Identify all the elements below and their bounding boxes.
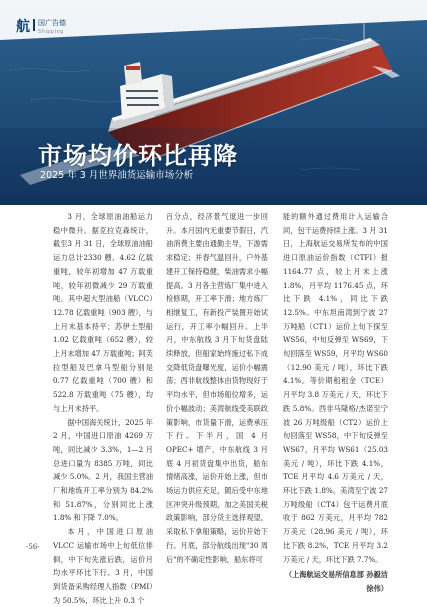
section-title: 航 xyxy=(16,19,30,35)
paragraph: 3 月，全球原油油船运力稳中微升。据克拉克森统计，截至3 月 31 日，全球原油油船运力总计2330 艘、4.62 亿载重吨，较年初增加 47 万载重吨，较年初微减少 29 万载重吨。其中超大型油船（VLCC）12.78 亿载重吨（903 艘），与上月末基本持平；苏伊士型船1.02 亿载重吨（652 艘），较上月末增加 47 万载重吨；阿芙拉型船及巴拿马型船分别是 0.77 亿载重吨（700 艘）和 522.8 万载重吨（75 艘），均与上月末持平。 xyxy=(53,212,153,413)
author-credit: （上海航运交易所信息部 孙毅洁 徐伟） xyxy=(284,570,388,593)
text-column-2 xyxy=(166,210,268,566)
header-divider xyxy=(33,19,35,31)
text-column-3 xyxy=(283,210,388,596)
section-english: Shipping xyxy=(38,29,64,35)
article-title: 市场均价环比再降 xyxy=(38,142,238,170)
article-subtitle: 2025 年 3 月世界油货运输市场分析 xyxy=(40,170,194,181)
page-number: -56- xyxy=(26,543,40,551)
section-subtitle: 国广告德 xyxy=(38,19,66,27)
paragraph: 百分点，经济景气度进一步回升。本月国内无重要节假日，汽油消费主要由通勤主导，下游需求稳定；并春气温回升，户外基建开工保持稳健，柴油需求小幅提高。3 月各主营炼厂集中进入检修期，开工率下滑；地方炼厂相继复工，有新投产装置开始试运行，开工率小幅回升。上半月，中东航线 3 月下旬货盘陆续释放，但船家始终施过私下成交降低货盘曝光度，运价小幅震荡；西非航线整体由货物现好于平均水平，但市场船位增多，运价小幅波动；美湾航线受美联政策影响，市货量下滑，运费承压下行。下半月，国 4 月 OPEC+ 增产，中东航线 3 月底 4 月初货盘集中出货，船东情绪高涨，运价开始上涨，但市场运力供应充足，随后受中东地区冲突升级预期，加之美国关税政策影响，部分货主选择观望，采取私下拿船策略，运价开始下行。月底，部分航线出现"30 周后"的不确定性影响，船东将可 xyxy=(166,212,268,564)
paragraph: 据中国海关统计，2025 年 2 月，中国进口原油 4269 万吨，同比减少 3.3%，1—2 月总进口量为 8385 万吨，同比减少 5.0%。2 月，我国主营油厂和地炼开工率分别为 84.2% 和 51.87%，分别同比上涨 1.8% 和下降 7.0%。 xyxy=(53,417,153,523)
text-column-1 xyxy=(53,210,153,607)
paragraph: 能的额外通过费用计入运输合同，包干运费持续上涨。3 月 31 日，上海航运交易所发布的中国进口原油运价指数（CTFI）报 1164.77 点，较上月末上涨 1.8%，月平均 1176.45 点，环比下跌 4.1%，同比下跌 12.5%。中东坦南湾到宁波 27 万吨船（CT1）运价上旬下探至 WS56，中旬反弹至 WS69，下旬回落至 WS59，月平均 WS60（12.90 美元 / 吨），环比下跌 4.1%。等价期租租金（TCE）月平均 3.8 万美元 / 天，环比下跌 5.8%。西非马隆格/杰诺至宁波 26 万吨级船（CT2）运价上旬回落至 WS58，中下旬反弹至 WS67，月平均 WS61（25.03 美元 / 吨），环比下跌 4.1%，TCE 月平均 4.6 万美元 / 天，环比下跌 1.8%。美湾至宁波 27 万吨级船（CT4）包干运费月底收于 862 万美元，月平均 782 万美元（28.96 美元 / 吨），环比下跌 8.2%，TCE 月平均 3.2 万美元 / 天，环比下跌 7.7%。 xyxy=(283,212,388,564)
paragraph: 本月，中国进口原油 VLCC 运输市场中上旬低位徘徊，中下旬先涨后跌，运价月均水平环比下行。3 月，中国到货备采购经理人指数（PMI）为 50.5%，环比上升 0.3 个 xyxy=(53,527,153,605)
